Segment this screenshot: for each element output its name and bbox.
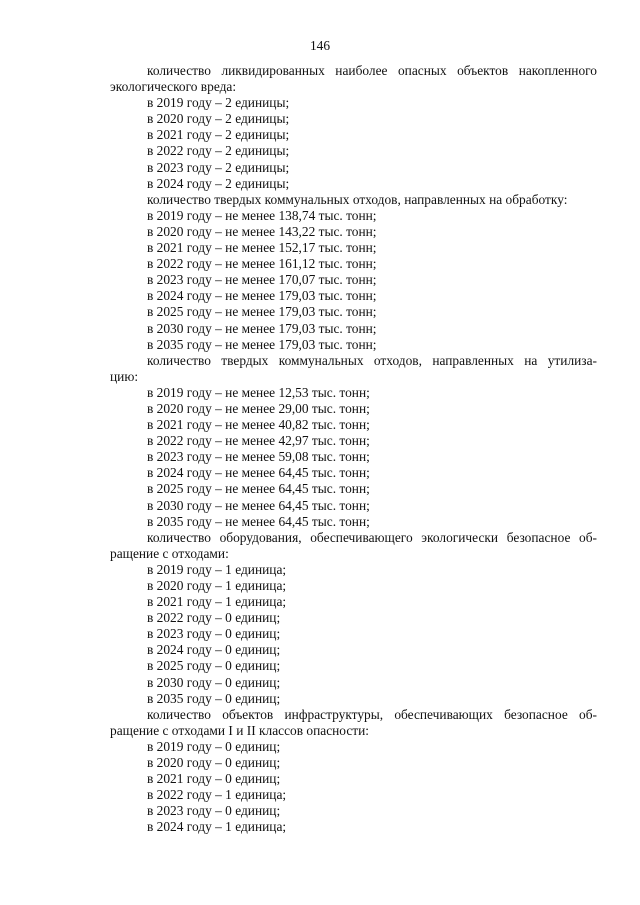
- list-item: в 2020 году – не менее 143,22 тыс. тонн;: [147, 223, 377, 239]
- list-item: в 2024 году – 1 единица;: [147, 819, 287, 835]
- list-item: в 2024 году – не менее 64,45 тыс. тонн;: [147, 465, 370, 481]
- list-item: в 2020 году – 0 единиц;: [147, 755, 281, 771]
- list-item: в 2020 году – не менее 29,00 тыс. тонн;: [147, 400, 370, 416]
- section-heading-line: количество твердых коммунальных отходов, направленных на обработку:: [147, 191, 568, 207]
- list-item: в 2030 году – не менее 179,03 тыс. тонн;: [147, 320, 377, 336]
- section-heading-line: ращение с отходами I и II классов опасности:: [110, 722, 370, 738]
- list-item: в 2023 году – не менее 170,07 тыс. тонн;: [147, 272, 377, 288]
- list-item: в 2035 году – 0 единиц;: [147, 690, 281, 706]
- section-accumulated-harm: [110, 63, 597, 192]
- list-item: в 2020 году – 2 единицы;: [147, 111, 290, 127]
- section-infrastructure: [110, 707, 597, 836]
- list-item: в 2021 году – не менее 40,82 тыс. тонн;: [147, 417, 370, 433]
- section-heading-line: количество твердых коммунальных отходов, направленных на утилиза-: [147, 352, 597, 368]
- list-item: в 2025 году – не менее 64,45 тыс. тонн;: [147, 481, 370, 497]
- list-item: в 2024 году – 0 единиц;: [147, 642, 281, 658]
- list-item: в 2019 году – 0 единиц;: [147, 738, 281, 754]
- list-item: в 2025 году – не менее 179,03 тыс. тонн;: [147, 304, 377, 320]
- list-item: в 2019 году – не менее 138,74 тыс. тонн;: [147, 207, 377, 223]
- list-item: в 2021 году – 2 единицы;: [147, 127, 290, 143]
- section-waste-utilization: [110, 353, 597, 530]
- list-item: в 2023 году – не менее 59,08 тыс. тонн;: [147, 449, 370, 465]
- list-item: в 2022 году – 2 единицы;: [147, 143, 290, 159]
- list-item: в 2019 году – 2 единицы;: [147, 95, 290, 111]
- list-item: в 2019 году – 1 единица;: [147, 561, 287, 577]
- page-number: 146: [309, 38, 331, 53]
- list-item: в 2022 году – не менее 161,12 тыс. тонн;: [147, 256, 377, 272]
- list-item: в 2025 году – 0 единиц;: [147, 658, 281, 674]
- section-heading-line: количество ликвидированных наиболее опасных объектов накопленного: [147, 63, 597, 78]
- section-heading-line: количество объектов инфраструктуры, обеспечивающих безопасное об-: [147, 706, 597, 722]
- section-equipment: [110, 530, 597, 707]
- list-item: в 2022 году – 0 единиц;: [147, 610, 281, 626]
- list-item: в 2030 году – не менее 64,45 тыс. тонн;: [147, 497, 370, 513]
- section-heading-line: количество оборудования, обеспечивающего экологически безопасное об-: [147, 529, 597, 545]
- list-item: в 2023 году – 2 единицы;: [147, 159, 290, 175]
- list-item: в 2035 году – не менее 64,45 тыс. тонн;: [147, 513, 370, 529]
- list-item: в 2022 году – 1 единица;: [147, 787, 287, 803]
- list-item: в 2030 году – 0 единиц;: [147, 674, 281, 690]
- document-body: [110, 63, 597, 836]
- list-item: в 2023 году – 0 единиц;: [147, 626, 281, 642]
- list-item: в 2021 году – не менее 152,17 тыс. тонн;: [147, 240, 377, 256]
- list-item: в 2024 году – 2 единицы;: [147, 175, 290, 191]
- list-item: в 2020 году – 1 единица;: [147, 578, 287, 593]
- section-heading-line: ращение с отходами:: [110, 545, 229, 561]
- list-item: в 2021 году – 0 единиц;: [147, 771, 281, 787]
- section-heading-line: экологического вреда:: [110, 79, 237, 95]
- list-item: в 2022 году – не менее 42,97 тыс. тонн;: [147, 433, 370, 449]
- list-item: в 2019 году – не менее 12,53 тыс. тонн;: [147, 384, 370, 400]
- section-waste-processing: [110, 192, 597, 353]
- list-item: в 2035 году – не менее 179,03 тыс. тонн;: [147, 336, 377, 352]
- list-item: в 2021 году – 1 единица;: [147, 594, 287, 610]
- section-heading-line: цию:: [110, 368, 139, 384]
- list-item: в 2023 году – 0 единиц;: [147, 803, 281, 819]
- list-item: в 2024 году – не менее 179,03 тыс. тонн;: [147, 288, 377, 304]
